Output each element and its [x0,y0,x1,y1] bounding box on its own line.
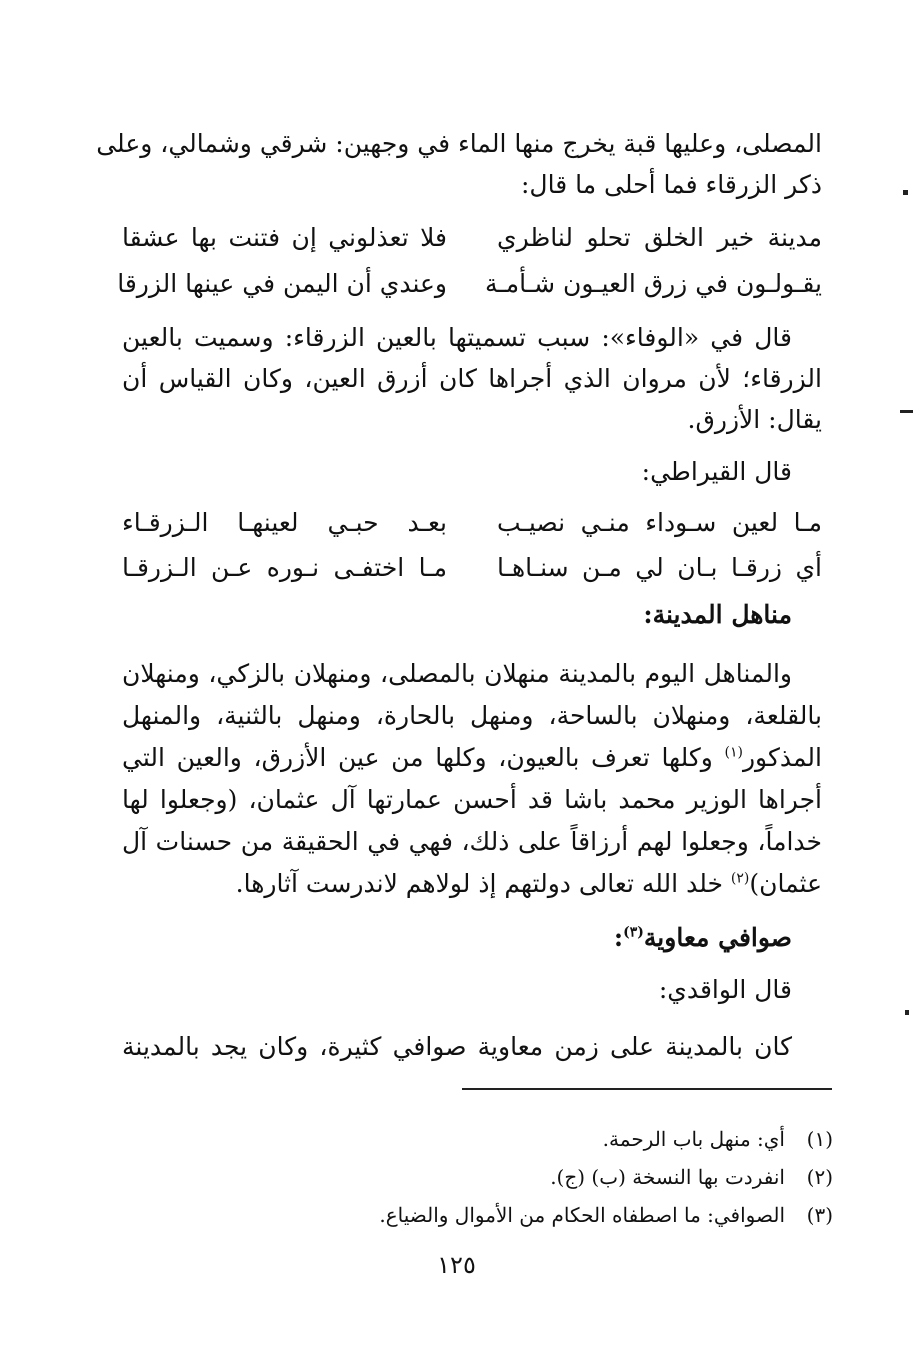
verse [122,503,822,543]
text-line: كان بالمدينة على زمن معاوية صوافي كثيرة، وكان يجد بالمدينة [122,1032,792,1061]
verse [117,264,822,304]
page-number: ١٢٥ [437,1251,476,1279]
text-line: أجراها الوزير محمد باشا قد أحسن عمارتها آل عثمان، (وجعلوا لها [122,785,822,814]
footnote-text: أي: منهل باب الرحمة. [602,1127,785,1151]
footnote-text: انفردت بها النسخة (ب) (ج). [550,1165,785,1189]
verse-second-hemistich: بعـد حبـي لعينهـا الـزرقـاء [122,508,447,537]
text-span: وكلها تعرف بالعيون، وكلها من عين الأزرق، والعين التي [122,743,725,772]
footnote [133,1124,833,1154]
footnote-ref: (١) [724,744,743,761]
verse-first-hemistich: أي زرقـا بـان لي مـن سنـاهـا [497,553,822,582]
text-span: خلد الله تعالى دولتهم إذ لولاهم لاندرست آثارها. [235,869,731,898]
text-line: بالقلعة، ومنهلان بالساحة، ومنهل بالحارة، ومنهل بالثنية، والمنهل [122,701,822,730]
text-line: المصلى، وعليها قبة يخرج منها الماء في وجهين: شرقي وشمالي، وعلى [96,129,822,158]
footnote [133,1162,833,1192]
footnote-separator [462,1088,832,1090]
text-line: قال الواقدي: [658,975,792,1004]
text-line: الزرقاء؛ لأن مروان الذي أجراها كان أزرق العين، وكان القياس أن [122,364,822,393]
text-line: يقال: الأزرق. [687,405,822,434]
verse-second-hemistich: وعندي أن اليمن في عينها الزرقا [117,269,447,298]
text-line: قال القيراطي: [641,457,792,486]
text-line [122,864,822,904]
footnote-number: (٢) [806,1165,833,1189]
text-line: ذكر الزرقاء فما أحلى ما قال: [520,170,822,199]
margin-mark [903,190,908,195]
verse-second-hemistich: مـا اختفـى نـوره عـن الـزرقـا [122,553,447,582]
footnote-text: الصوافي: ما اصطفاه الحكام من الأموال والضياع. [379,1203,785,1227]
text-span: المذكور [742,743,822,772]
section-heading [122,918,822,958]
verse-first-hemistich: يقـولـون في زرق العيـون شـأمـة [485,269,822,298]
text-line: قال في «الوفاء»: سبب تسميتها بالعين الزرقاء: وسميت بالعين [122,323,792,352]
footnote-number: (١) [806,1127,833,1151]
footnote-ref: (٣) [623,924,644,941]
verse-first-hemistich: مـا لعين سـوداء منـي نصيـب [497,508,822,537]
verse-second-hemistich: فلا تعذلوني إن فتنت بها عشقا [122,223,447,252]
footnote-number: (٣) [806,1203,833,1227]
footnote-ref: (٢) [730,870,750,887]
margin-mark [905,1010,909,1015]
text-line: والمناهل اليوم بالمدينة منهلان بالمصلى، ومنهلان بالزكي، ومنهلان [122,659,792,688]
verse [122,548,822,588]
heading-text: صوافي معاوية [643,923,792,952]
verse [122,218,822,258]
margin-mark [900,410,913,413]
verse-first-hemistich: مدينة خير الخلق تحلو لناظري [497,223,822,252]
text-line [122,738,822,778]
heading-text: : [613,923,624,952]
section-heading: مناهل المدينة: [643,600,792,629]
text-span: عثمان) [749,869,822,898]
text-line: خداماً، وجعلوا لهم أرزاقاً على ذلك، فهي في الحقيقة من حسنات آل [122,827,822,856]
footnote [133,1200,833,1230]
